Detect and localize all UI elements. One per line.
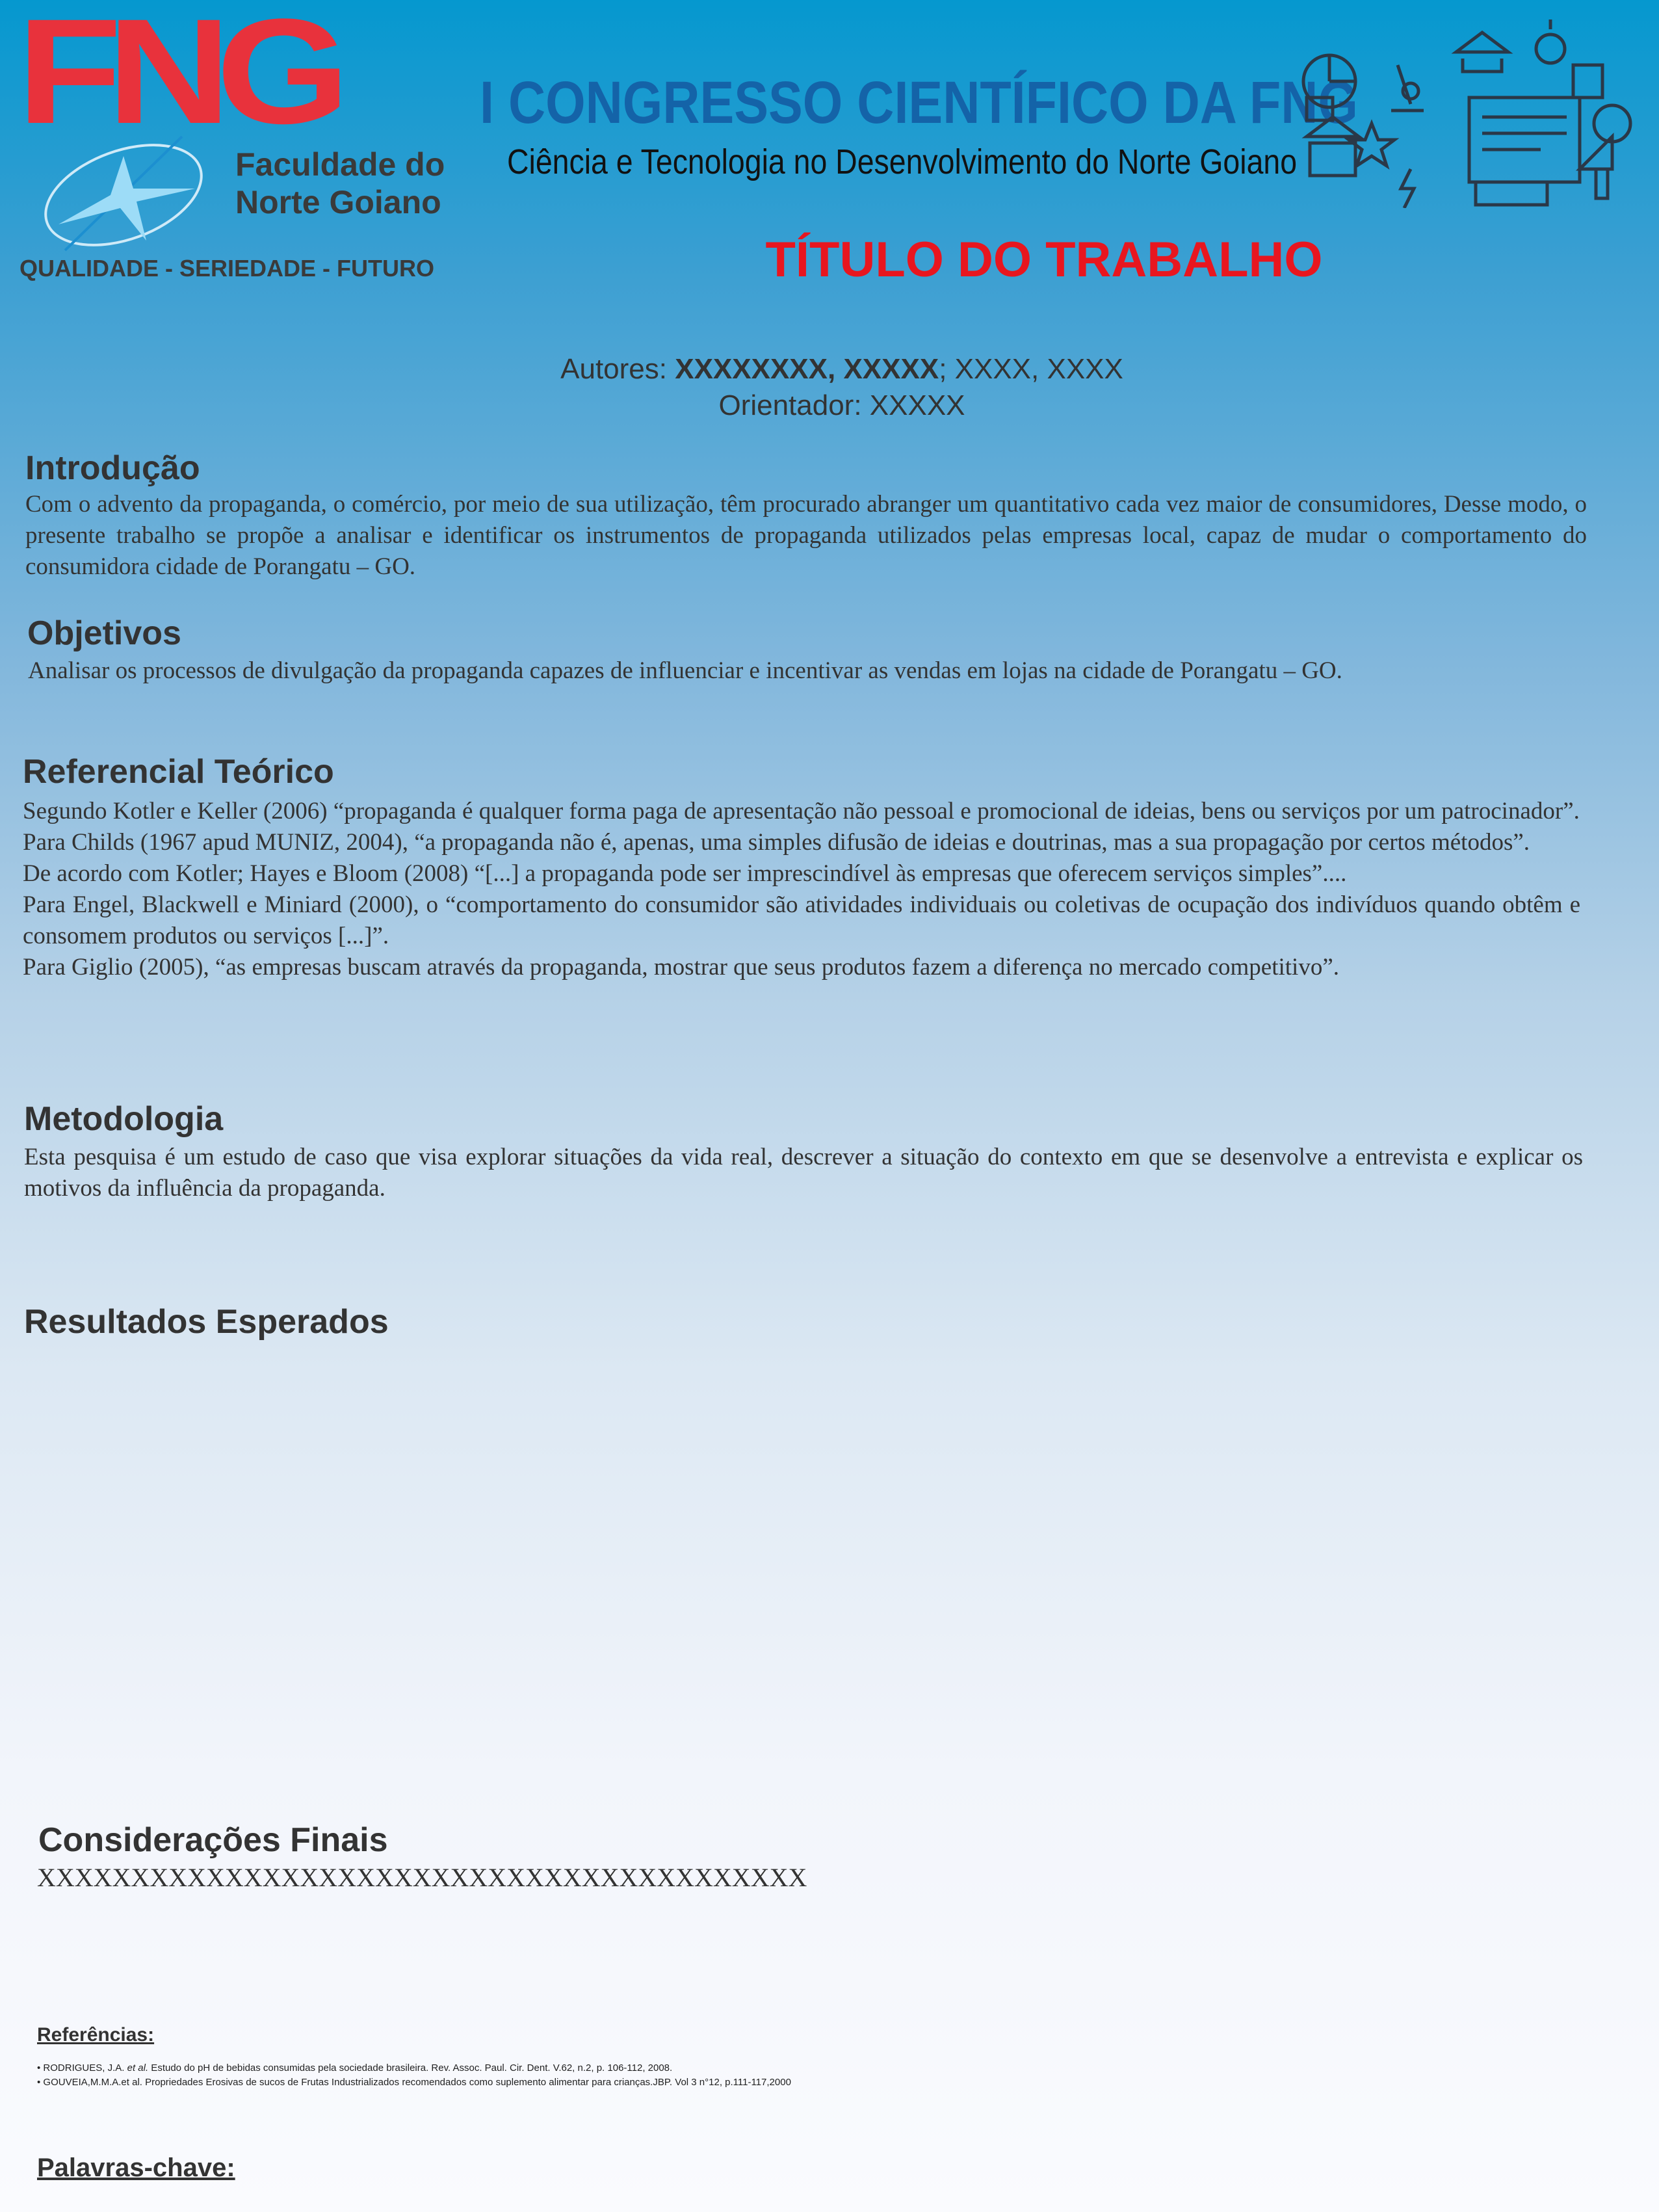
institution-line1: Faculdade do [235,146,445,183]
results-heading: Resultados Esperados [24,1303,389,1341]
motto: QUALIDADE - SERIEDADE - FUTURO [20,255,434,282]
compass-star-icon [26,130,234,254]
final-text: XXXXXXXXXXXXXXXXXXXXXXXXXXXXXXXXXXXXXXXXX [37,1863,807,1892]
theory-paragraph: Para Childs (1967 apud MUNIZ, 2004), “a propaganda não é, apenas, uma simples difusão de ideias e doutrinas, mas a sua propagação por certos métodos”. [23,829,1530,856]
fng-logo: FNG [17,0,335,155]
references-heading: Referências: [37,2024,155,2046]
reference-text: • RODRIGUES, J.A. [37,2062,127,2074]
reference-text: • GOUVEIA,M.M.A.et al. Propriedades Erosivas de sucos de Frutas Industrializados recomendados como suplemento alimentar para crianças.JBP. Vol 3 n°12, p.111-117,2000 [37,2077,791,2088]
reference-item [37,2061,791,2075]
objectives-heading: Objetivos [27,614,181,652]
science-icons-illustration [1294,20,1645,208]
advisor-line: Orientador: XXXXX [718,389,965,421]
authors-block [507,351,1177,424]
authors-rest: ; XXXX, XXXX [939,353,1123,385]
intro-heading: Introdução [25,449,200,487]
references-list [37,2061,791,2090]
congress-subtitle: Ciência e Tecnologia no Desenvolvimento do Norte Goiano [507,142,1298,181]
reference-italic: et al. [127,2062,149,2074]
theory-heading: Referencial Teórico [23,753,334,791]
theory-paragraph: Segundo Kotler e Keller (2006) “propaganda é qualquer forma paga de apresentação não pessoal e promocional de ideias, bens ou serviços por um patrocinador”. [23,798,1580,824]
method-text: Esta pesquisa é um estudo de caso que visa explorar situações da vida real, descrever a situação do contexto em que se desenvolve a entrevista e explicar os motivos da influência da propaganda. [24,1144,1583,1202]
theory-paragraph: De acordo com Kotler; Hayes e Bloom (2008) “[...] a propaganda pode ser imprescindível às empresas que oferecem serviços simples”.... [23,860,1347,887]
objectives-text: Analisar os processos de divulgação da propaganda capazes de influenciar e incentivar as vendas em lojas na cidade de Porangatu – GO. [28,657,1342,684]
institution-line2: Norte Goiano [235,184,441,220]
intro-text: Com o advento da propaganda, o comércio, por meio de sua utilização, têm procurado abranger um quantitativo cada vez maior de consumidores, Desse modo, o presente trabalho se propõe a analisar e identificar os instrumentos de propaganda utilizados pelas empresas local, capaz de mudar o comportamento do consumidora cidade de Porangatu – GO. [25,491,1587,580]
institution-name [235,146,445,221]
congress-title: I CONGRESSO CIENTÍFICO DA FNG [480,70,1358,136]
theory-paragraph: Para Giglio (2005), “as empresas buscam através da propaganda, mostrar que seus produtos fazem a diferença no mercado competitivo”. [23,954,1340,981]
theory-paragraph: Para Engel, Blackwell e Miniard (2000), o “comportamento do consumidor são atividades individuais ou coletivas de ocupação dos indivíduos quando obtêm e consomem produtos ou serviços [...]”. [23,891,1580,949]
method-heading: Metodologia [24,1100,224,1138]
paper-title: TÍTULO DO TRABALHO [765,232,1323,287]
theory-text [23,796,1580,983]
keywords-heading: Palavras-chave: [37,2153,235,2182]
final-heading: Considerações Finais [38,1821,388,1859]
reference-item [37,2075,791,2090]
reference-text: Estudo do pH de bebidas consumidas pela sociedade brasileira. Rev. Assoc. Paul. Cir. Dent. V.62, n.2, p. 106-112, 2008. [148,2062,673,2074]
authors-line [507,351,1177,388]
authors-label: Autores: [560,353,675,385]
authors-main: XXXXXXXX, XXXXX [675,353,939,385]
